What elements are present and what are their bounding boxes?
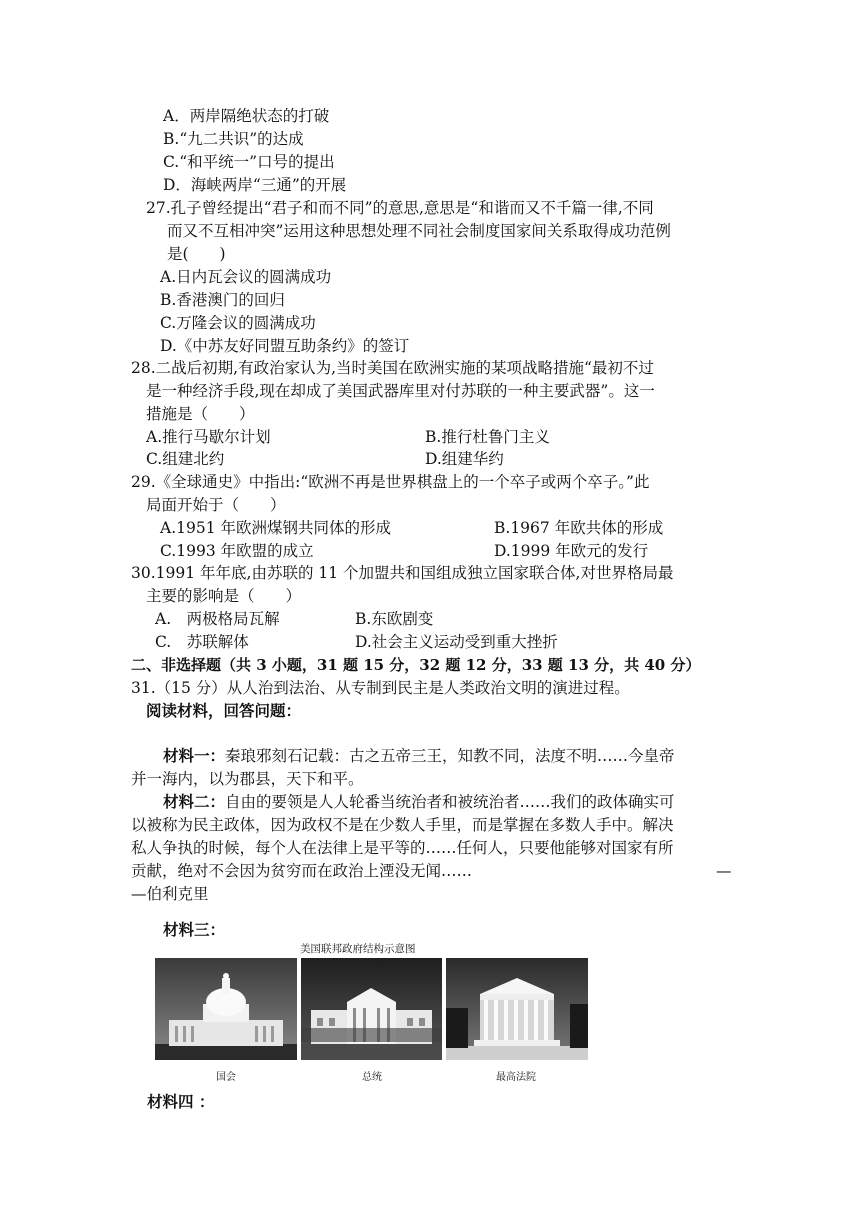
q27-stem-line3: 是( )	[167, 245, 226, 263]
q30-stem-line2: 主要的影响是（ ）	[146, 587, 302, 605]
q30-option-b: B.东欧剧变	[355, 610, 434, 628]
q28-stem-line1: 28.二战后初期,有政治家认为,当时美国在欧洲实施的某项战略措施“最初不过	[131, 359, 654, 377]
material-2-line1	[163, 792, 675, 812]
material-2-author: —伯利克里	[131, 885, 209, 903]
q29-stem-line2: 局面开始于（ ）	[146, 496, 286, 514]
material-1-line2: 并一海内，以为郡县，天下和平。	[131, 770, 364, 788]
material-2-text: 自由的要领是人人轮番当统治者和被统治者……我们的政体确实可	[225, 793, 675, 811]
q31-instruction: 阅读材料，回答问题：	[146, 701, 302, 720]
q30-option-a: A. 两极格局瓦解	[155, 610, 280, 628]
supreme-court-image	[446, 958, 588, 1060]
q27-stem-line1: 27.孔子曾经提出“君子和而不同”的意思,意思是“和谐而又不千篇一律,不同	[146, 199, 654, 217]
material-4-label: 材料四 ：	[147, 1092, 215, 1111]
q29-option-c: C.1993 年欧盟的成立	[160, 542, 314, 560]
white-house-image	[301, 958, 442, 1060]
q26-option-b: B.“九二共识”的达成	[163, 130, 304, 148]
q30-option-c: C. 苏联解体	[155, 633, 249, 651]
q28-stem-line2: 是一种经济手段,现在却成了美国武器库里对付苏联的一种主要武器”。这一	[146, 382, 655, 400]
q26-option-c: C.“和平统一”口号的提出	[163, 153, 335, 171]
q30-option-d: D.社会主义运动受到重大挫折	[355, 633, 558, 651]
material-3-label: 材料三：	[163, 920, 226, 939]
q28-option-c: C.组建北约	[146, 450, 225, 468]
caption-supreme-court: 最高法院	[496, 1072, 536, 1083]
material-1-text: 秦琅邪刻石记载：古之五帝三王，知教不同，法度不明……今皇帝	[225, 747, 675, 765]
material-2-label: 材料二：	[163, 792, 226, 811]
q29-option-d: D.1999 年欧元的发行	[494, 542, 649, 560]
q28-option-d: D.组建华约	[425, 450, 504, 468]
material-2-line4: 贡献，绝对不会因为贫穷而在政治上湮没无闻……	[131, 862, 473, 880]
q28-option-a: A.推行马歇尔计划	[146, 428, 271, 446]
capitol-building-image	[155, 958, 297, 1060]
material-2-line3: 私人争执的时候，每个人在法律上是平等的……任何人，只要他能够对国家有所	[131, 839, 674, 857]
q28-option-b: B.推行杜鲁门主义	[425, 428, 550, 446]
q26-option-a: A．两岸隔绝状态的打破	[163, 107, 330, 125]
q27-stem-line2: 而又不互相冲突”运用这种思想处理不同社会制度国家间关系取得成功范例	[167, 222, 671, 240]
q29-option-a: A.1951 年欧洲煤钢共同体的形成	[160, 519, 391, 537]
material-2-dash: —	[716, 862, 732, 880]
caption-president: 总统	[362, 1072, 382, 1083]
q27-option-b: B.香港澳门的回归	[160, 291, 285, 309]
material-1-label: 材料一：	[163, 746, 226, 765]
q31-stem: 31.（15 分）从人治到法治、从专制到民主是人类政治文明的演进过程。	[131, 679, 630, 697]
section-2-heading: 二、非选择题（共 3 小题，31 题 15 分，32 题 12 分，33 题 13 分，共 40 分）	[131, 656, 701, 674]
q27-option-c: C.万隆会议的圆满成功	[160, 314, 316, 332]
q30-stem-line1: 30.1991 年年底,由苏联的 11 个加盟共和国组成独立国家联合体,对世界格局最	[131, 564, 674, 582]
material-1-line1	[163, 746, 675, 766]
q29-option-b: B.1967 年欧共体的形成	[494, 519, 664, 537]
material-2-line2: 以被称为民主政体，因为政权不是在少数人手里，而是掌握在多数人手中。解决	[131, 816, 674, 834]
q27-option-d: D.《中苏友好同盟互助条约》的签订	[160, 337, 410, 355]
q27-option-a: A.日内瓦会议的圆满成功	[160, 268, 332, 286]
caption-congress: 国会	[216, 1072, 236, 1083]
figure-title: 美国联邦政府结构示意图	[300, 943, 416, 955]
q29-stem-line1: 29.《全球通史》中指出:“欧洲不再是世界棋盘上的一个卒子或两个卒子。”此	[131, 473, 650, 491]
q26-option-d: D．海峡两岸“三通”的开展	[163, 176, 347, 194]
q28-stem-line3: 措施是（ ）	[146, 405, 255, 423]
